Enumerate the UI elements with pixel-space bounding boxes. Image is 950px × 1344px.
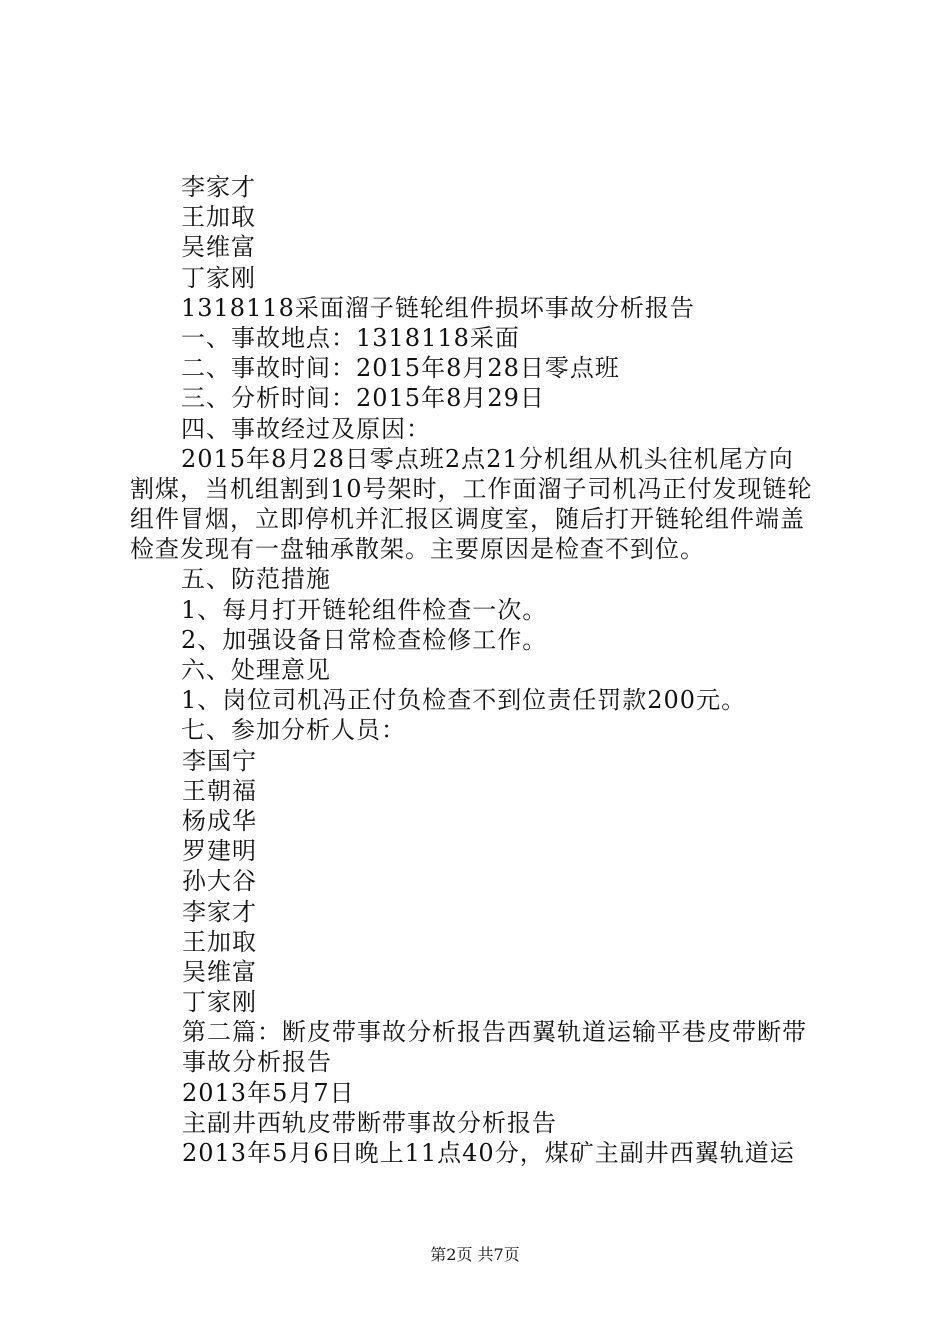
name-line: 王加取 bbox=[182, 927, 257, 956]
paragraph-line: 检查发现有一盘轴承散架。主要原因是检查不到位。 bbox=[130, 535, 705, 564]
section-heading: 二、事故时间：2015年8月28日零点班 bbox=[181, 354, 620, 383]
document-body bbox=[0, 172, 950, 1168]
report-title: 1318118采面溜子链轮组件损坏事故分析报告 bbox=[181, 293, 695, 322]
chapter-title: 第二篇：断皮带事故分析报告西翼轨道运输平巷皮带断带 bbox=[182, 1018, 807, 1047]
name-line: 李家才 bbox=[181, 173, 256, 201]
name-line: 吴维富 bbox=[181, 233, 256, 262]
name-line: 孙大谷 bbox=[182, 867, 257, 896]
list-item: 1、每月打开链轮组件检查一次。 bbox=[181, 595, 548, 624]
section-heading: 四、事故经过及原因： bbox=[181, 414, 431, 443]
list-item: 2、加强设备日常检查检修工作。 bbox=[181, 625, 548, 654]
name-line: 李家才 bbox=[182, 897, 257, 926]
name-line: 丁家刚 bbox=[181, 263, 256, 292]
date-line: 2013年5月7日 bbox=[182, 1078, 355, 1107]
name-line: 李国宁 bbox=[182, 746, 257, 775]
name-line: 王加取 bbox=[181, 203, 256, 232]
name-line: 吴维富 bbox=[182, 957, 257, 986]
name-line: 王朝福 bbox=[182, 776, 257, 805]
list-item: 1、岗位司机冯正付负检查不到位责任罚款200元。 bbox=[181, 686, 747, 715]
name-line: 丁家刚 bbox=[182, 988, 257, 1017]
name-line: 杨成华 bbox=[182, 806, 257, 835]
section-heading: 一、事故地点：1318118采面 bbox=[181, 323, 520, 352]
paragraph-line: 2013年5月6日晚上11点40分，煤矿主副井西翼轨道运 bbox=[182, 1139, 795, 1167]
paragraph-line: 2015年8月28日零点班2点21分机组从机头往机尾方向 bbox=[181, 444, 794, 473]
section-heading: 六、处理意见 bbox=[181, 656, 331, 684]
section-heading: 五、防范措施 bbox=[181, 565, 331, 594]
paragraph-line: 割煤，当机组割到10号架时，工作面溜子司机冯正付发现链轮 bbox=[130, 474, 813, 503]
report-title: 主副井西轨皮带断带事故分析报告 bbox=[182, 1108, 557, 1137]
section-heading: 三、分析时间：2015年8月29日 bbox=[181, 384, 545, 413]
paragraph-line: 组件冒烟，立即停机并汇报区调度室，随后打开链轮组件端盖 bbox=[130, 505, 805, 534]
page-number: 第2页 共7页 bbox=[430, 1245, 520, 1264]
chapter-title: 事故分析报告 bbox=[182, 1048, 332, 1077]
section-heading: 七、参加分析人员： bbox=[181, 716, 406, 745]
name-line: 罗建明 bbox=[182, 837, 257, 866]
